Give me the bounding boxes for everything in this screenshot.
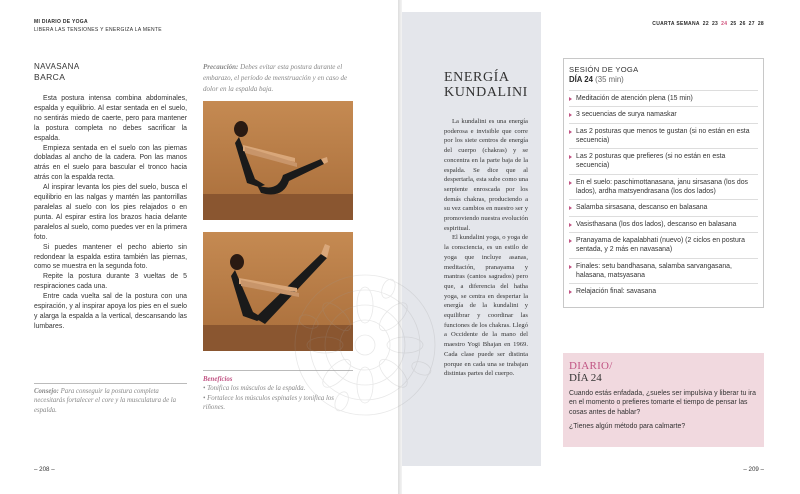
session-item: Las 2 posturas que menos te gustan (si no están en esta secuencia) xyxy=(569,123,758,149)
book-header xyxy=(34,19,162,33)
session-item: En el suelo: paschimottanasana, janu sirsasana (los dos lados), ardha matsyendrasana (los dos lados) xyxy=(569,174,758,200)
session-title: SESIÓN DE YOGA xyxy=(569,65,639,74)
instruction-paragraph: Si puedes mantener el pecho abierto sin redondear la espalda estira también las piernas, como se muestra en la segunda foto. xyxy=(34,243,187,271)
tip-box xyxy=(34,383,187,415)
pose-photo-1 xyxy=(203,101,353,220)
book-subtitle: LIBERA LAS TENSIONES Y ENERGIZA LA MENTE xyxy=(34,27,162,33)
session-item: Finales: setu bandhasana, salamba sarvangasana, halasana, matsyasana xyxy=(569,258,758,284)
pose-heading xyxy=(34,62,80,82)
diary-question: Cuando estás enfadada, ¿sueles ser impulsiva y liberar tu ira en el momento o prefieres tomarte el tiempo de pensar las cosas antes de hablar? xyxy=(569,390,756,416)
diary-box xyxy=(563,353,764,447)
diary-title: DIARIO/ xyxy=(569,360,613,372)
diary-question: ¿Tienes algún método para calmarte? xyxy=(569,422,686,430)
page-number-right: – 209 – xyxy=(743,466,764,473)
yoga-session-box xyxy=(563,58,764,308)
mandala-watermark xyxy=(290,270,440,420)
pose-name: BARCA xyxy=(34,72,66,82)
session-item: Salamba sirsasana, descanso en balasana xyxy=(569,199,758,215)
benefits-title: Beneficios xyxy=(203,376,233,383)
tip-text: Para conseguir la postura completa necesitarás fortalecer el core y la musculatura de la espalda. xyxy=(34,388,177,414)
diary-day: DÍA 24 xyxy=(569,372,602,384)
session-day: DÍA 24 (35 min) xyxy=(569,75,624,84)
kundalini-text xyxy=(444,117,528,379)
session-list xyxy=(569,90,758,299)
instruction-paragraph: Empieza sentada en el suelo con las piernas dobladas al ancho de la cadera. Pon las manos atrás en el suelo para bascular el tronco hacia atrás con la espalda recta. xyxy=(34,144,187,182)
session-item: Relajación final: savasana xyxy=(569,283,758,299)
benefit-item: • Fortalece los músculos espinales y tonifica los riñones. xyxy=(203,394,334,411)
benefit-item: • Tonifica los músculos de la espalda. xyxy=(203,385,306,393)
kundalini-paragraph: La kundalini es una energía poderosa e invisible que corre por los siete centros de energía del cuerpo (chakras) y se concentra en la parte baja de la espalda. Se dice que al despertarla, esta sube como una serpiente enroscada por los demás chakras, produciendo a su vez cambios en nuestro ser y promoviendo nuestra evolución espiritual. xyxy=(444,118,528,232)
book-title: MI DIARIO DE YOGA xyxy=(34,19,88,25)
week-label: CUARTA SEMANA xyxy=(652,21,700,27)
session-item: Meditación de atención plena (15 min) xyxy=(569,90,758,106)
pose-label: NAVASANA xyxy=(34,62,80,71)
day-24-current: 24 xyxy=(721,21,728,27)
instruction-paragraph: Repite la postura durante 3 vueltas de 5 respiraciones cada una. xyxy=(34,273,187,291)
caution-label: Precaución: xyxy=(203,63,239,71)
session-item: Pranayama de kapalabhati (nuevo) (2 ciclos en postura sentada, y 2 más en navasana) xyxy=(569,232,758,258)
session-duration: (35 min) xyxy=(595,75,624,84)
tip-label: Consejo: xyxy=(34,388,59,395)
day-23: 23 xyxy=(711,21,719,27)
session-item: 3 secuencias de surya namaskar xyxy=(569,106,758,122)
day-25: 25 xyxy=(730,21,737,27)
pose-instructions xyxy=(34,94,187,332)
day-26: 26 xyxy=(739,21,746,27)
day-28: 28 xyxy=(757,21,764,27)
caution-note xyxy=(203,62,353,95)
session-item: Las 2 posturas que prefieres (si no están en esta secuencia) xyxy=(569,148,758,174)
caution-text: Debes evitar esta postura durante el embarazo, el período de menstruación y en caso de dolor en la espalda baja. xyxy=(203,63,348,93)
instruction-paragraph: Esta postura intensa combina abdominales, espalda y equilibrio. Al estar sentada en el suelo, no sentirás miedo de caerte, pero para mantener la postura completa no debes sacrificar la espalda. xyxy=(34,95,187,142)
session-item: Vasisthasana (los dos lados), descanso en balasana xyxy=(569,216,758,232)
week-header xyxy=(652,21,764,27)
kundalini-paragraph: El kundalini yoga, o yoga de la consciencia, es un estilo de yoga que incluye asanas, meditación, pranayama y mantras (cantos sagrados) pero que, a diferencia del hatha yoga, se centra en despertar la energía de la kundalini y equilibrar y coordinar las funciones de los chakras. Llegó a Occidente de la mano del maestro Yogi Bhajan en 1969. Cada clase puede ser distinta porque en cada una se trabajan distintas partes del cuerpo. xyxy=(444,234,528,378)
day-22: 22 xyxy=(702,21,709,27)
day-27: 27 xyxy=(748,21,755,27)
instruction-paragraph: Al inspirar levanta los pies del suelo, busca el equilibrio en las nalgas y mantén las pantorrillas paralelas al suelo con los pies relajados o en punta. Al espirar estira los brazos hacia delante paralelos al suelo, como puedes ver en la primera foto. xyxy=(34,184,187,241)
page-number-left: – 208 – xyxy=(34,466,55,473)
kundalini-title: ENERGÍA KUNDALINI xyxy=(444,70,528,100)
instruction-paragraph: Entre cada vuelta sal de la postura con una espiración, y al inspirar apoya los pies en el suelo y alarga la espalda a la vertical, descansando las lumbares. xyxy=(34,293,187,330)
